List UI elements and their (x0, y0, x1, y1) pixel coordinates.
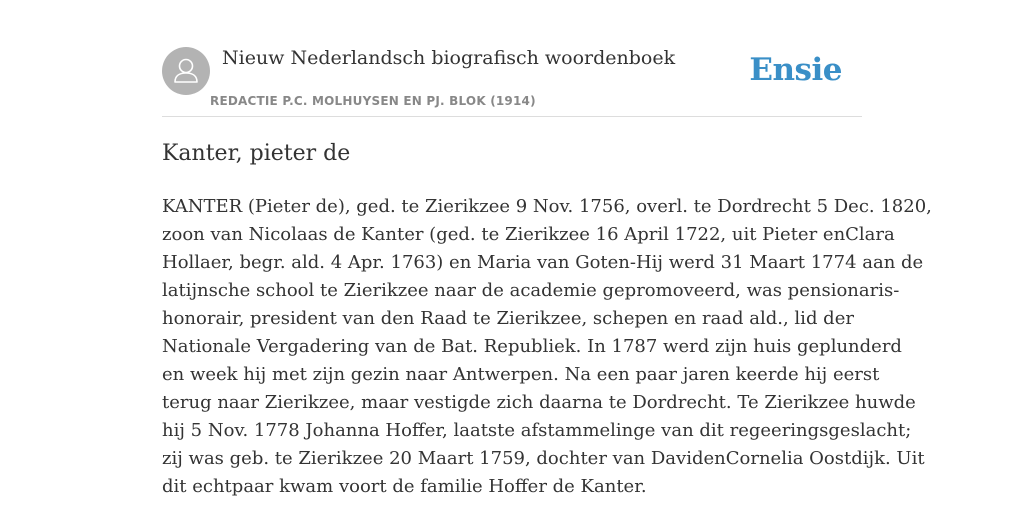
entry-line: honorair, president van den Raad te Zierikzee, schepen en raad ald., lid der (162, 308, 854, 329)
source-editors: REDACTIE P.C. MOLHUYSEN EN PJ. BLOK (1914) (210, 94, 536, 108)
entry-line: zoon van Nicolaas de Kanter (ged. te Zierikzee 16 April 1722, uit Pieter enClara (162, 224, 895, 245)
entry-line: en week hij met zijn gezin naar Antwerpen. Na een paar jaren keerde hij eerst (162, 364, 880, 385)
entry-line: Hollaer, begr. ald. 4 Apr. 1763) en Maria van Goten-Hij werd 31 Maart 1774 aan de (162, 252, 924, 273)
user-silhouette-icon (162, 47, 210, 95)
entry-line: zij was geb. te Zierikzee 20 Maart 1759, dochter van DavidenCornelia Oostdijk. Uit (162, 448, 925, 469)
source-avatar[interactable] (162, 47, 210, 95)
entry-title: Kanter, pieter de (162, 141, 351, 166)
source-title[interactable]: Nieuw Nederlandsch biografisch woordenboek (222, 47, 676, 69)
entry-line: terug naar Zierikzee, maar vestigde zich daarna te Dordrecht. Te Zierikzee huwde (162, 392, 916, 413)
entry-line: dit echtpaar kwam voort de familie Hoffer de Kanter. (162, 476, 647, 497)
entry-line: latijnsche school te Zierikzee naar de academie gepromoveerd, was pensionaris- (162, 280, 900, 301)
entry-line: KANTER (Pieter de), ged. te Zierikzee 9 Nov. 1756, overl. te Dordrecht 5 Dec. 1820, (162, 196, 932, 217)
source-header (162, 46, 862, 117)
entry-line: hij 5 Nov. 1778 Johanna Hoffer, laatste afstammelinge van dit regeeringsgeslacht; (162, 420, 912, 441)
brand-logo[interactable]: Ensie (749, 52, 842, 88)
entry-body (162, 193, 932, 501)
entry-line: Nationale Vergadering van de Bat. Republiek. In 1787 werd zijn huis geplunderd (162, 336, 902, 357)
